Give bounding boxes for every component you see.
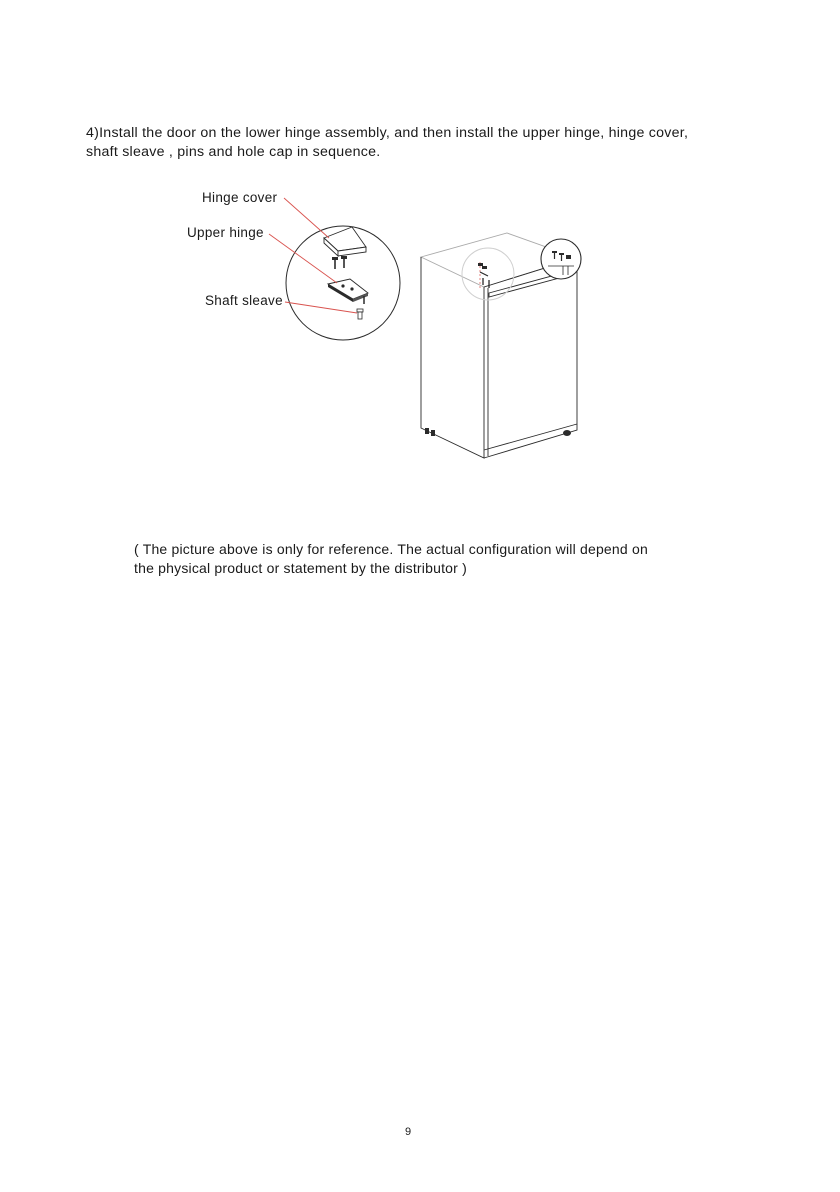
- hinge-cover-part: [324, 227, 366, 256]
- hinge-location-detail: [478, 262, 489, 290]
- note-line-2: the physical product or statement by the distributor ): [134, 560, 467, 576]
- hinge-detail-circle: [286, 226, 400, 340]
- note-line-1: ( The picture above is only for reference. The actual configuration will depend on: [134, 541, 648, 557]
- shaft-sleave-part: [357, 309, 363, 319]
- refrigerator-drawing: [421, 233, 577, 458]
- page-number: 9: [404, 1126, 412, 1138]
- leader-upper-hinge: [269, 234, 337, 283]
- step-instruction: [86, 124, 736, 162]
- hinge-location-highlight: [462, 248, 514, 300]
- label-hinge-cover: Hinge cover: [202, 190, 278, 205]
- reference-note: [134, 540, 734, 578]
- hole-cap-detail-circle: [541, 239, 581, 279]
- label-shaft-sleave: Shaft sleave: [205, 293, 283, 308]
- leader-shaft-sleave: [285, 302, 357, 313]
- pin-screws: [332, 256, 347, 269]
- step-line-1: 4)Install the door on the lower hinge assembly, and then install the upper hinge, hinge cover,: [86, 125, 689, 141]
- leader-hinge-cover: [284, 198, 329, 238]
- upper-hinge-part: [328, 279, 368, 304]
- label-upper-hinge: Upper hinge: [187, 225, 264, 240]
- step-line-2: shaft sleave , pins and hole cap in sequence.: [86, 144, 381, 160]
